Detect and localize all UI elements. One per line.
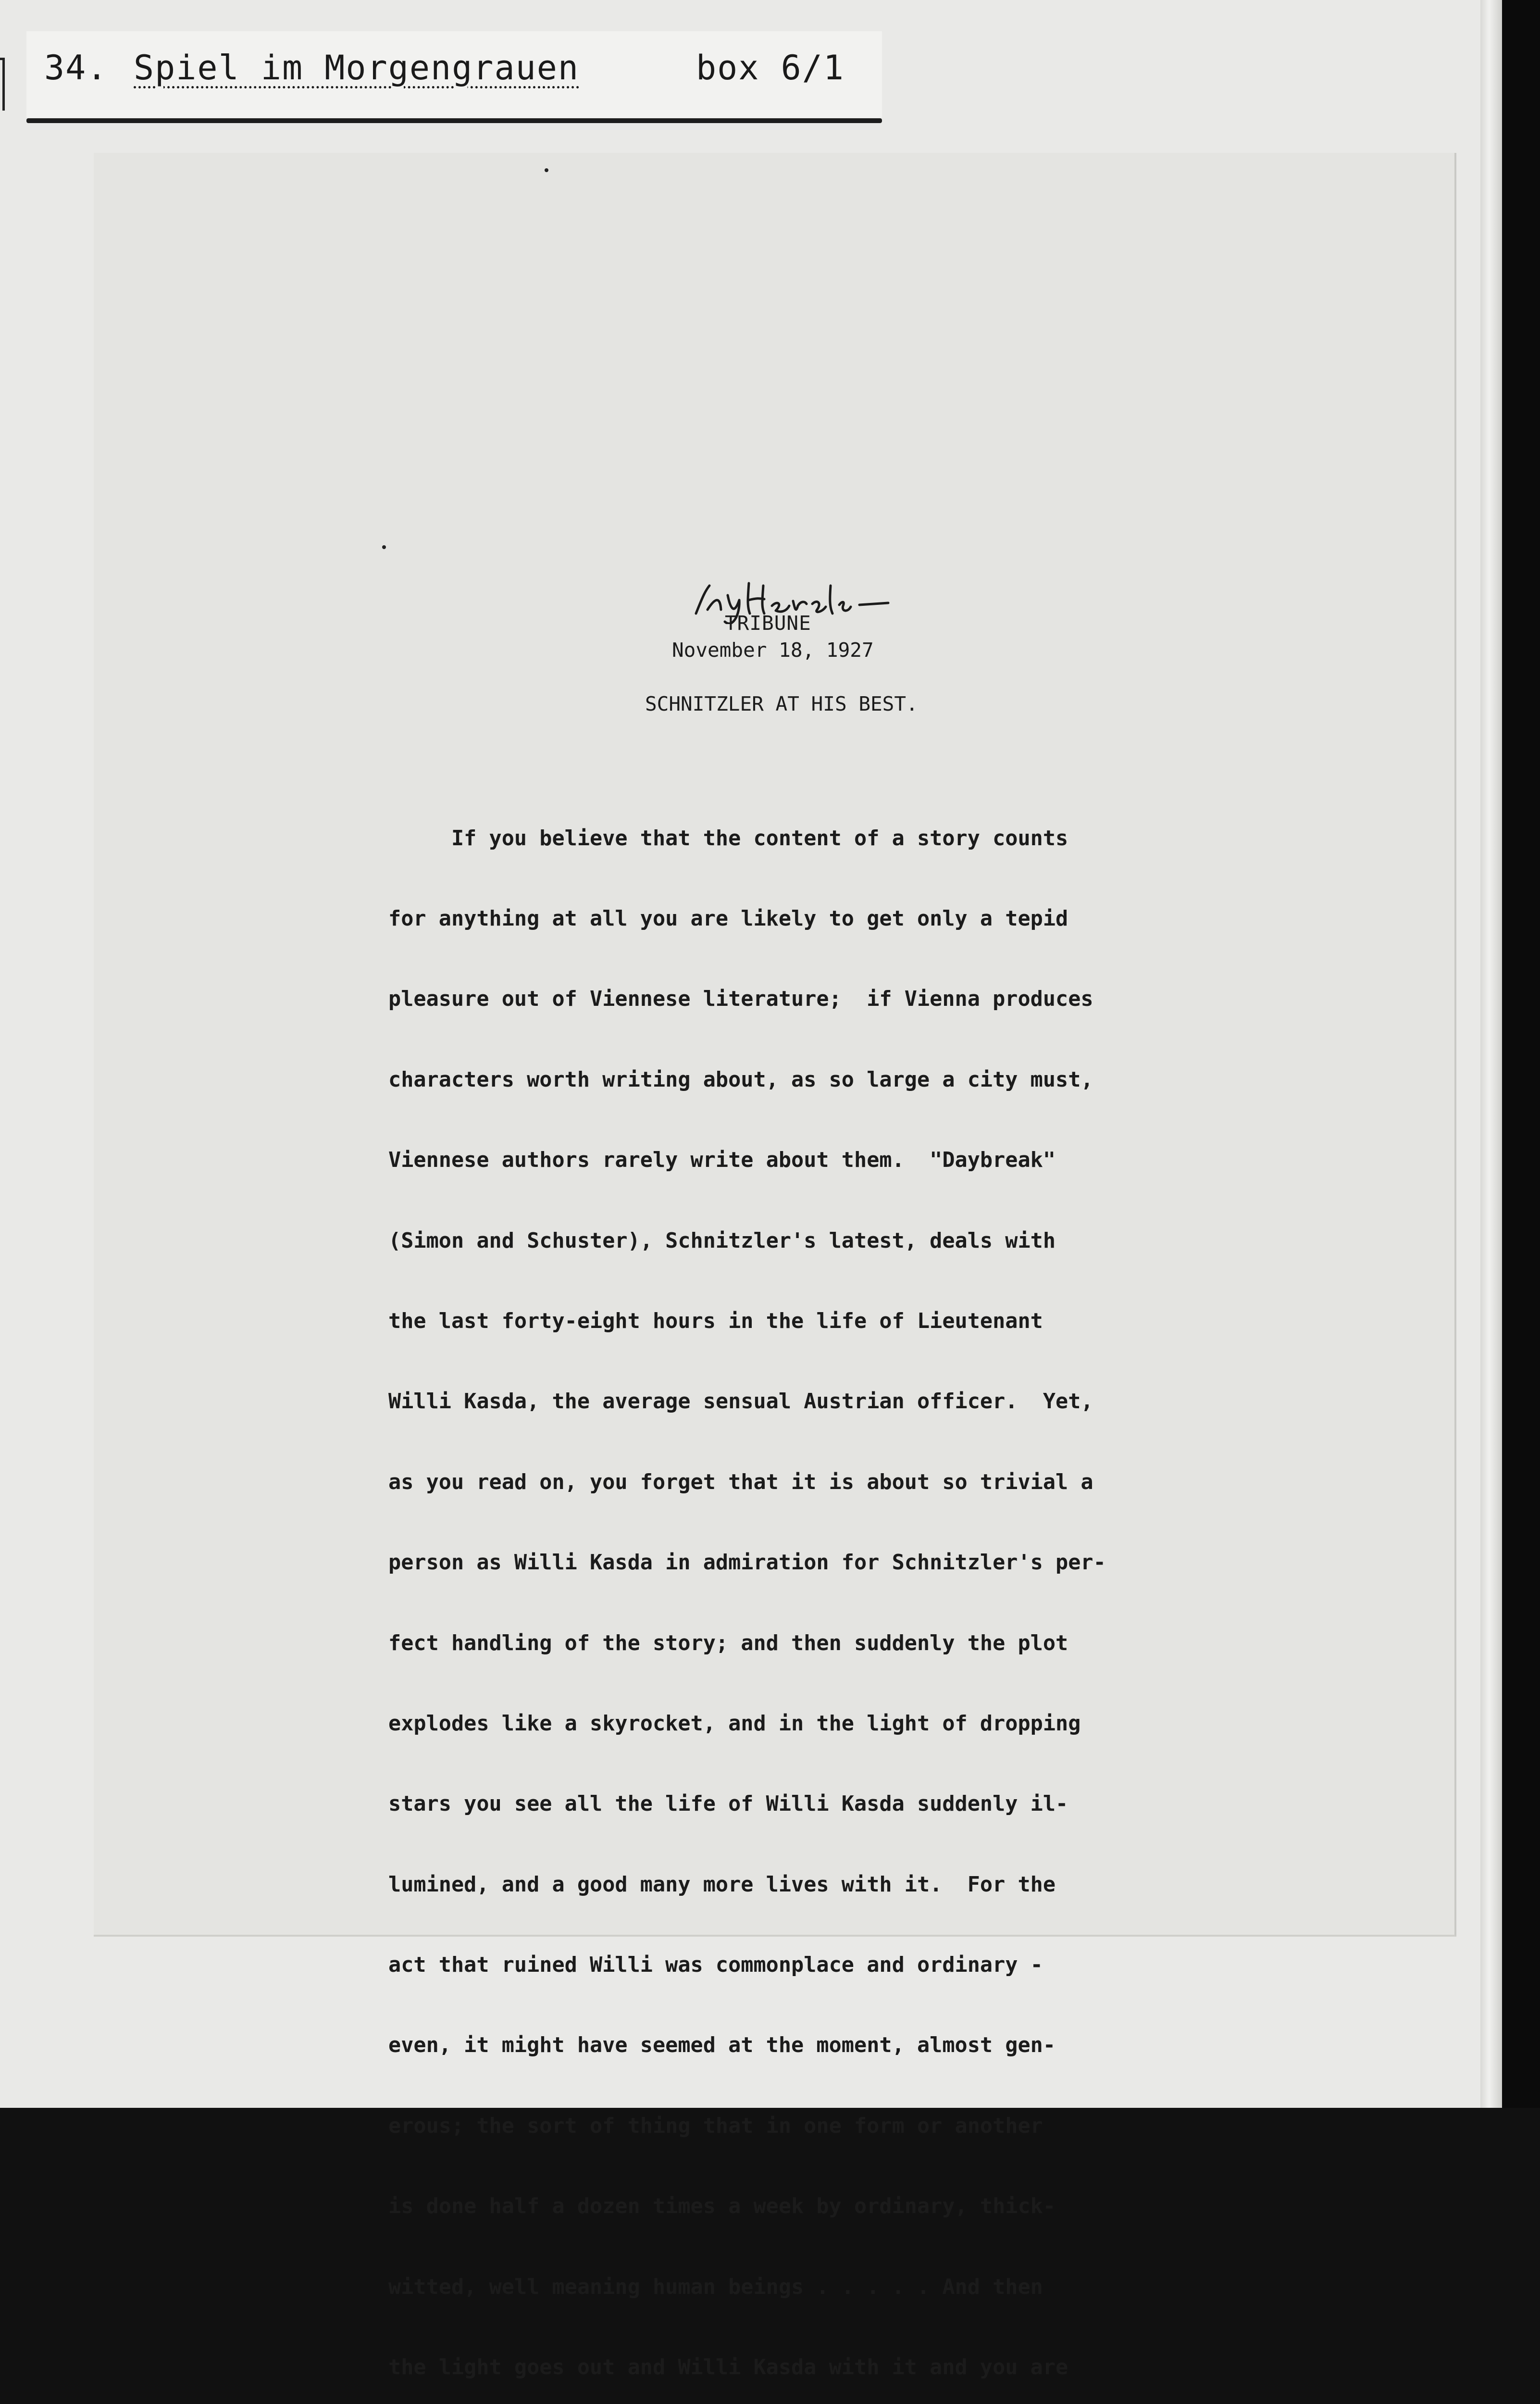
body-line: person as Willi Kasda in admiration for Schnitzler's per- xyxy=(388,1551,1106,1575)
article-body xyxy=(388,772,1118,2404)
speck xyxy=(545,168,548,172)
body-line: as you read on, you forget that it is about so trivial a xyxy=(388,1470,1093,1494)
corner-mark xyxy=(0,58,5,111)
body-line: lumined, and a good many more lives with it. For the xyxy=(388,1872,1056,1897)
body-line: the last forty-eight hours in the life of Lieutenant xyxy=(388,1309,1043,1333)
body-line: Viennese authors rarely write about them. "Daybreak" xyxy=(388,1148,1056,1173)
item-title: Spiel im Morgengrauen xyxy=(134,48,580,88)
body-line: witted, well meaning human beings . . . . . And then xyxy=(388,2275,1043,2299)
box-reference: box 6/1 xyxy=(696,48,845,88)
speck xyxy=(382,545,386,549)
body-line: Willi Kasda, the average sensual Austrian officer. Yet, xyxy=(388,1390,1093,1414)
article-headline: SCHNITZLER AT HIS BEST. xyxy=(645,692,918,715)
body-line: (Simon and Schuster), Schnitzler's latest, deals with xyxy=(388,1228,1056,1253)
body-line: If you believe that the content of a story counts xyxy=(388,826,1068,851)
body-line: fect handling of the story; and then suddenly the plot xyxy=(388,1631,1068,1655)
body-line: stars you see all the life of Willi Kasda suddenly il- xyxy=(388,1792,1068,1816)
body-line: the light goes out and Willi Kasda with it and you are xyxy=(388,2355,1068,2380)
publication-date: November 18, 1927 xyxy=(672,639,874,662)
label-divider xyxy=(26,118,882,123)
body-line: act that ruined Willi was commonplace and ordinary - xyxy=(388,1953,1043,1978)
body-line: erous; the sort of thing that in one form or another xyxy=(388,2114,1043,2138)
newspaper-masthead: TRIBUNE xyxy=(725,612,811,635)
body-line: is done half a dozen times a week by ordinary, thick- xyxy=(388,2194,1056,2219)
scan-border xyxy=(1502,0,1540,2108)
body-line: pleasure out of Viennese literature; if Vienna produces xyxy=(388,987,1093,1012)
film-edge xyxy=(1480,0,1502,2108)
body-line: characters worth writing about, as so large a city must, xyxy=(388,1067,1093,1092)
body-line: for anything at all you are likely to get only a tepid xyxy=(388,906,1068,931)
body-line: explodes like a skyrocket, and in the light of dropping xyxy=(388,1711,1081,1736)
body-line: even, it might have seemed at the moment, almost gen- xyxy=(388,2033,1056,2058)
item-number: 34. xyxy=(44,48,108,88)
